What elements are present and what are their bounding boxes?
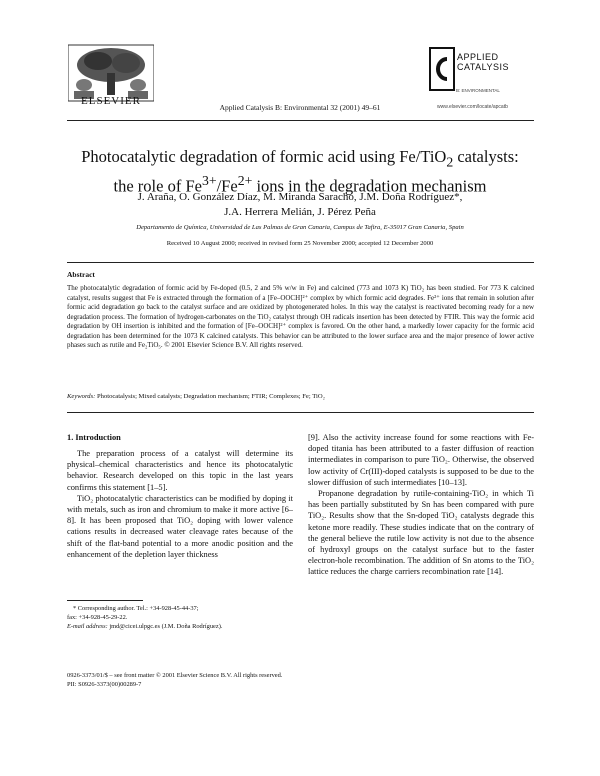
logo-line-2: CATALYSIS: [457, 62, 510, 72]
title-part: catalysts:: [453, 147, 519, 166]
abstract-bottom-rule: [67, 412, 534, 413]
column-left: [67, 448, 293, 560]
title-subscript: 2: [446, 154, 454, 170]
paragraph: The preparation process of a catalyst will determine its physical–chemical characteristics and hence its photocatalytic behavior. Research developed on this topic in the last years confirms this statement [1–5].: [67, 449, 293, 492]
logo-line-1: APPLIED: [457, 52, 499, 62]
abstract-top-rule: [67, 262, 534, 263]
pii-line: PII: S0926-3373(00)00289-7: [67, 681, 142, 688]
header-rule: [67, 120, 534, 121]
authors-line-2: J.A. Herrera Melián, J. Pérez Peña: [224, 206, 376, 218]
keywords-list: Photocatalysis; Mixed catalysts; Degradation mechanism; FTIR; Complexes; Fe; TiO₂: [95, 393, 325, 400]
authors-line-1: J. Araña, O. González Díaz, M. Miranda Saracho, J.M. Doña Rodríguez*,: [137, 191, 463, 203]
publisher-name: ELSEVIER: [81, 95, 141, 107]
copyright-line: 0926-3373/01/$ – see front matter © 2001 Elsevier Science B.V. All rights reserved.: [67, 672, 283, 679]
title-part: the role of Fe: [113, 176, 202, 196]
footnote-email: [67, 622, 293, 631]
front-matter: [67, 671, 282, 689]
email-label: E-mail address:: [67, 623, 108, 630]
section-heading: 1. Introduction: [67, 433, 121, 442]
affiliation: Departamento de Química, Universidad de Las Palmas de Gran Canaria, Campus de Tafira, E-35017 Gran Canaria, Spain: [136, 224, 464, 231]
journal-reference: Applied Catalysis B: Environmental 32 (2001) 49–61: [219, 103, 381, 112]
logo-subtitle: B: ENVIRONMENTAL: [456, 88, 500, 93]
keywords: [67, 393, 534, 400]
footnote-line: * Corresponding author. Tel.: +34-928-45-44-37;: [73, 605, 199, 612]
paragraph: [9]. Also the activity increase found for some reactions with Fe-doped titania has been attributed to a faster diffusion of reaction intermediates in comparison to pure TiO₂. Otherwise, the observed low activity of Cr(III)-doped catalysts is supposed to be due to the slower diffusion of such intermediates [10–13].: [308, 433, 534, 487]
keywords-label: Keywords:: [67, 393, 96, 400]
title-part: Photocatalytic degradation of formic acid using Fe/TiO: [81, 147, 447, 166]
abstract-heading: Abstract: [67, 270, 95, 279]
abstract-text: The photocatalytic degradation of formic acid by Fe-doped (0.5, 2 and 5% w/w in Fe) and calcined (773 and 1073 K) TiO₂ has been studied. For 773 K calcined catalyst, results suggest that Fe is extracted through the formation of a [Fe–OOCH]²⁺ complex by which formic acid degrades. Fe²⁺ ions that remain in solution after formic acid degradation go back to the catalyst surface and are oxidized by photogenerated holes. In this way the catalyst is reactivated becoming ready for a new degradation process. The formation of hydrogen-carbonates on the TiO₂ catalyst through OH radicals insertion has been detected by FTIR. This way the formic acid degradation by OH insertion is inhibited and the formation of [Fe–OOCH]²⁺ complex is favored. On the other hand, a markedly lower capacity for the formic acid degradation has been determined for the 1073 K calcined catalysts. This behavior can be attributed to the lower surface area and the major presence of lower active phases such as rutile and Fe₂TiO₅. © 2001 Elsevier Science B.V. All rights reserved.: [67, 284, 534, 349]
paragraph: TiO₂ photocatalytic characteristics can be modified by doping it with metals, such as iron and chromium to make it more active [6–8]. It has been proposed that TiO₂ doping with lower valence cations results in decreased water cleavage rates because of the shift of the flat-band potential to a more anodic position and the enhancement of the depletion layer thickness: [67, 493, 293, 559]
logo-title: [457, 52, 509, 72]
footnote-rule: [67, 600, 143, 601]
title-superscript: 2+: [237, 173, 253, 189]
email-value: jmd@cicei.ulpgc.es (J.M. Doña Rodríguez).: [107, 623, 223, 630]
author-list: [60, 190, 540, 220]
column-right: [308, 432, 534, 578]
paragraph: Propanone degradation by rutile-containing-TiO₂ in which Ti has been partially substituted by Sn has been compared with pure TiO₂. Results show that the Sn-doped TiO₂ catalysts degrade this ketone more readily. These studies indicate that on the contrary of the general believe the rutile low activity is not due to the absence of hydroxyl groups on the catalyst surface but to the faster electron-hole recombination. The addition of Sn atoms to the TiO₂ lattice reduces the charge carriers recombination rate [14].: [308, 489, 534, 577]
received-dates: Received 10 August 2000; received in revised form 25 November 2000; accepted 12 December 2000: [166, 240, 434, 247]
title-superscript: 3+: [201, 173, 217, 189]
footnotes: [67, 604, 293, 631]
article-title: [60, 147, 540, 196]
footnote-line: fax: +34-928-45-29-22.: [67, 614, 128, 621]
journal-site: www.elsevier.com/locate/apcatb: [437, 104, 508, 110]
title-part: ions in the degradation mechanism: [252, 176, 487, 196]
title-part: /Fe: [216, 176, 238, 196]
